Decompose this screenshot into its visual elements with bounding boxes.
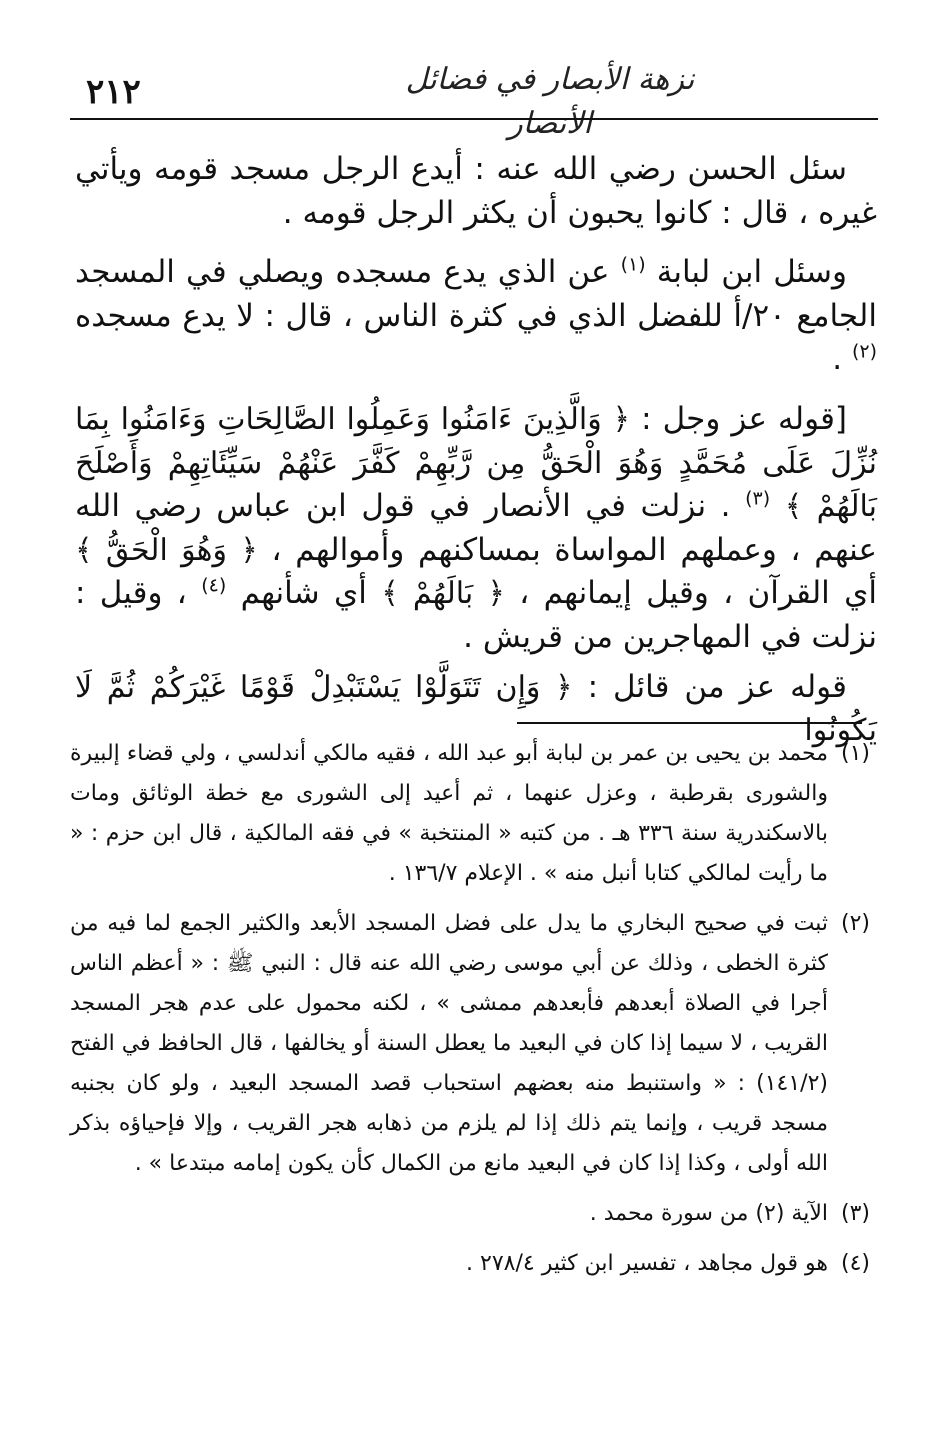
footnote-ref-2[interactable]: (٢) [851, 341, 877, 364]
footnote-number: (٣) [840, 1201, 870, 1226]
footnote-divider [517, 722, 862, 724]
footnote-number: (٤) [840, 1251, 870, 1276]
footnote-item [70, 1244, 870, 1284]
footnote-text: ثبت في صحيح البخاري ما يدل على فضل المسجد الأبعد والكثير الجمع لما فيه من كثرة الخطى ، وذلك عن أبي موسى رضي الله عنه قال : النبي ﷺ : « أعظم الناس أجرا في الصلاة أبعدهم فأبعدهم ممشى » ، لكنه محمول على عدم هجر المسجد القريب ، لا سيما إذا كان في البعيد ما يعطل السنة أو يخالفها ، قال الحافظ في الفتح (١٤١/٢) : « واستنبط منه بعضهم استحباب قصد المسجد البعيد ، ولو كان بجنبه مسجد قريب ، وإنما يتم ذلك إذا لم يلزم من ذهابه هجر القريب ، وإلا فإحياؤه بذكر الله أولى ، وكذا إذا كان في البعيد مانع من الكمال كأن يكون إمامه مبتدعا » . [70, 911, 828, 1176]
footnotes [70, 734, 870, 1294]
footnote-item [70, 904, 870, 1184]
footnote-ref-4[interactable]: (٤) [201, 575, 227, 598]
text-segment: عن الذي يدع مسجده ويصلي في المسجد الجامع ٢٠/أ للفضل الذي في كثرة الناس ، قال : لا يدع مسجده [75, 254, 877, 334]
footnote-item [70, 734, 870, 894]
main-text [75, 148, 877, 769]
quran-verse: ﴿ وَهُوَ الْحَقُّ ﴾ [75, 532, 258, 568]
footnote-text: هو قول مجاهد ، تفسير ابن كثير ٢٧٨/٤ . [466, 1251, 828, 1276]
quran-verse: ﴿ وَالَّذِينَ ءَامَنُوا وَعَمِلُوا الصَّالِحَاتِ وَءَامَنُوا بِمَا نُزِّلَ عَلَى مُحَمَّدٍ وَهُوَ الْحَقُّ مِن رَّبِّهِمْ كَفَّرَ عَنْهُمْ سَيِّئَاتِهِمْ وَأَصْلَحَ بَالَهُمْ ﴾ [75, 401, 878, 525]
footnote-number: (٢) [840, 911, 870, 936]
text-segment: ، وقيل : نزلت في المهاجرين من قريش . [75, 575, 877, 655]
page-number: ٢١٢ [86, 72, 141, 112]
quran-verse: ﴿ وَإِن تَتَوَلَّوْا يَسْتَبْدِلْ قَوْمًا غَيْرَكُمْ ثُمَّ لَا يَكُونُوا [75, 669, 877, 749]
quran-verse: ﴿ بَالَهُمْ ﴾ [381, 576, 505, 612]
footnote-ref-3[interactable]: (٣) [745, 487, 771, 510]
footnote-ref-1[interactable]: (١) [620, 253, 646, 276]
text-segment: . نزلت في الأنصار في قول ابن عباس رضي الله عنهم ، وعملهم المواساة بمساكنهم وأموالهم ، [75, 488, 877, 568]
paragraph-hasan: سئل الحسن رضي الله عنه : أيدع الرجل مسجد قومه ويأتي غيره ، قال : كانوا يحبون أن يكثر الرجل قومه . [75, 151, 877, 231]
text-segment: أي شأنهم [240, 575, 367, 612]
text-segment: [قوله عز وجل : [641, 400, 848, 437]
text-segment: وسئل ابن لبابة [656, 254, 847, 291]
text-segment: قوله عز من قائل : [587, 668, 847, 705]
paragraph-verse-commentary [75, 398, 877, 660]
book-title: نزهة الأبصار في فضائل الأنصار [405, 62, 695, 141]
text-segment: . [832, 341, 843, 378]
footnote-number: (١) [840, 741, 870, 766]
text-segment: أي القرآن ، وقيل إيمانهم ، [519, 575, 878, 612]
footnote-item [70, 1194, 870, 1234]
footnote-text: الآية (٢) من سورة محمد . [589, 1201, 828, 1226]
header-rule [70, 118, 878, 120]
paragraph-ibn-lubaba [75, 251, 877, 382]
page-header [70, 50, 878, 141]
footnote-text: محمد بن يحيى بن عمر بن لبابة أبو عبد الله ، فقيه مالكي أندلسي ، ولي قضاء إلبيرة والشورى بقرطبة ، وعزل عنهما ، ثم أعيد إلى الشورى مع خطة الوثائق ومات بالاسكندرية سنة ٣٣٦ هـ . من كتبه « المنتخبة » في فقه المالكية ، قال ابن حزم : « ما رأيت لمالكي كتابا أنبل منه » . الإعلام ١٣٦/٧ . [70, 741, 828, 886]
